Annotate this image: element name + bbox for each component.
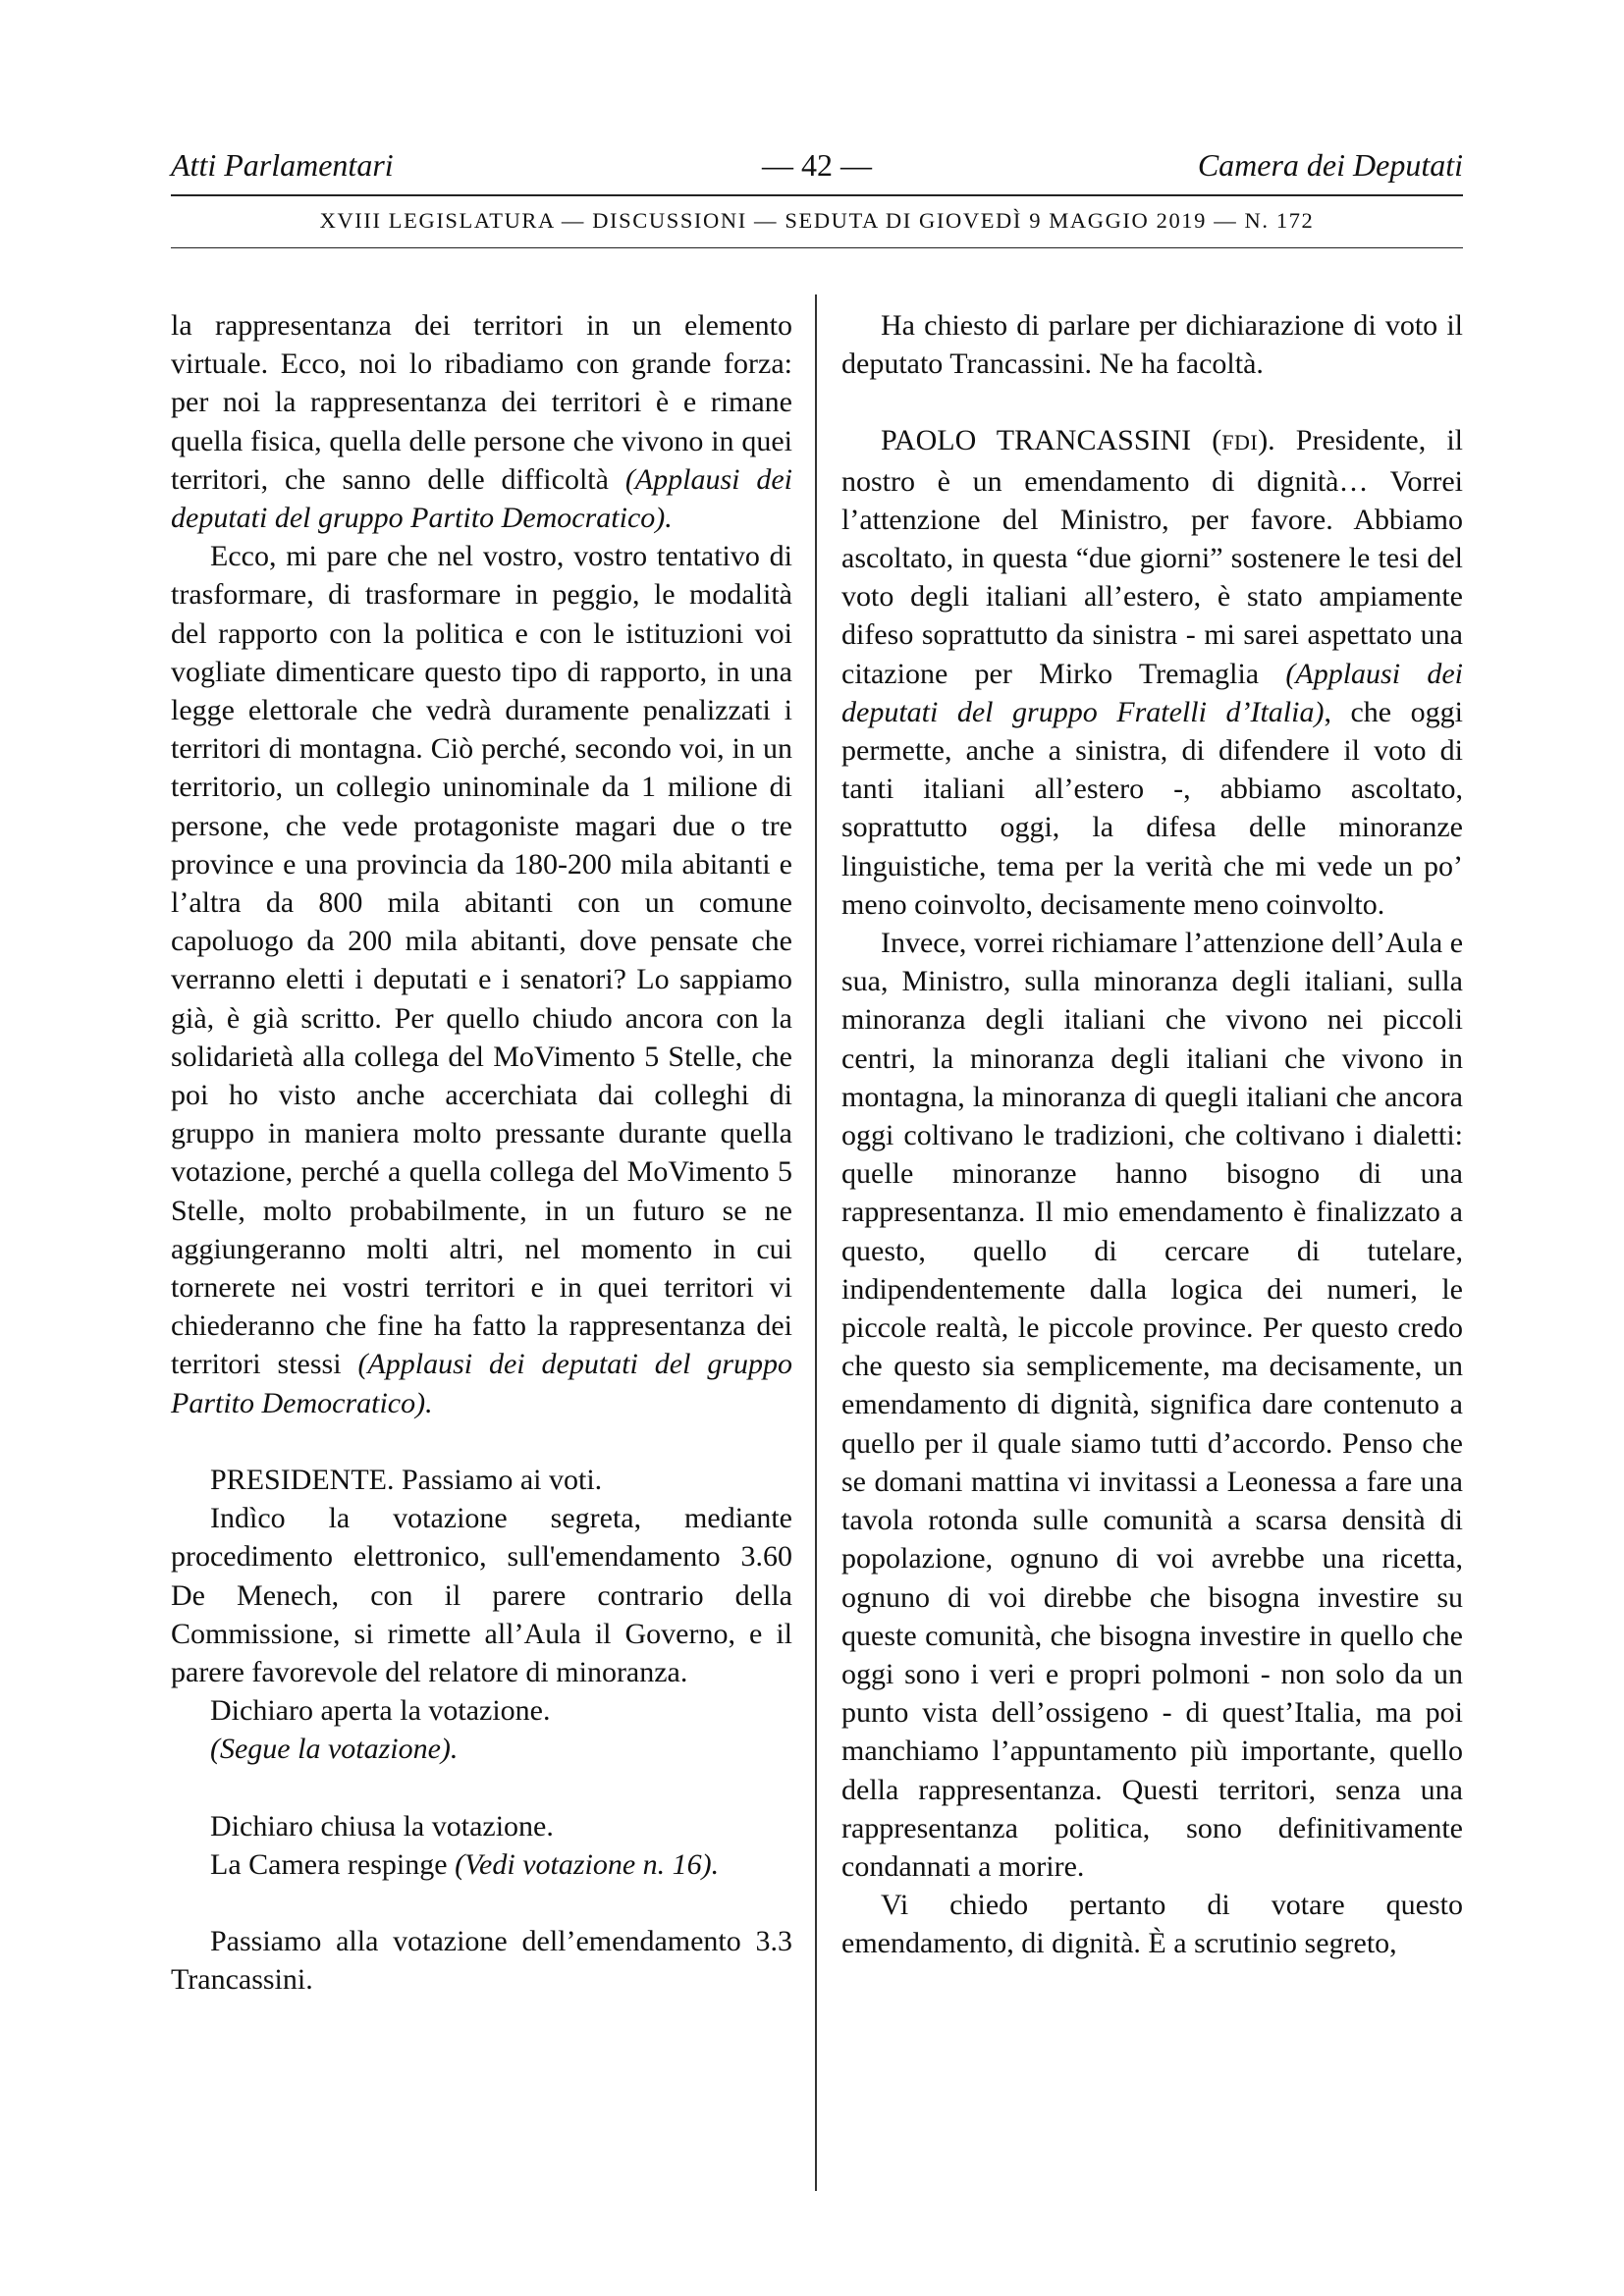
applause-note: (Applausi dei deputati del gruppo Fratelli d’Italia) — [841, 657, 1464, 728]
paragraph — [171, 1730, 792, 1768]
speech-text: , che oggi permette, anche a sinistra, di difendere il voto di tanti italiani all’estero -, abbiamo ascoltato, soprattutto oggi, la difesa delle minoranze linguistiche, tema per la verità che mi vede un po’ meno coinvolto, decisamente meno coinvolto. — [841, 695, 1464, 921]
speech-text: La Camera respinge — [210, 1847, 456, 1881]
session-subheader: XVIII LEGISLATURA — DISCUSSIONI — SEDUTA DI GIOVEDÌ 9 MAGGIO 2019 — N. 172 — [319, 208, 1315, 233]
running-header — [171, 147, 1463, 190]
paragraph: Invece, vorrei richiamare l’attenzione dell’Aula e sua, Ministro, sulla minoranza degli italiani, sulla minoranza degli italiani che vivono nei piccoli centri, la minoranza degli italiani che vivono in montagna, la minoranza di quegli italiani che ancora oggi coltivano le tradizioni, che coltivano i dialetti: quelle minoranze hanno bisogno di una rappresentanza. Il mio emendamento è finalizzato a questo, quello di cercare di tutelare, indipendentemente dalla logica dei numeri, le piccole realtà, le piccole province. Per questo credo che questo sia semplicemente, ma decisamente, un emendamento di dignità, significa dare contenuto a quello per il quale siamo tutti d’accordo. Penso che se domani mattina vi invitassi a Leonessa a fare una tavola rotonda sulle comunità a scarsa densità di popolazione, ognuno di voi avrebbe una ricetta, ognuno di voi direbbe che bisogna investire su queste comunità, che bisogna investire in quello che oggi sono i veri e propri polmoni - non solo da un punto vista dell’ossigeno - di quest’Italia, ma poi manchiamo l’appuntamento più importante, quello della rappresentanza. Questi territori, senza una rappresentanza politica, sono definitivamente condannati a morire. — [841, 927, 1464, 1883]
publication-title: Atti Parlamentari — [171, 147, 394, 183]
speech-text: Ecco, mi pare che nel vostro, vostro tentativo di trasformare, di trasformare in peggio, le modalità del rapporto con la politica e con le istituzioni voi vogliate dimenticare questo tipo di rapporto, in una legge elettorale che vedrà duramente penalizzati i territori di montagna. Ciò perché, secondo voi, in un territorio, un collegio uninominale da 1 milione di persone, che vede protagoniste magari due o tre province e una provincia da 180-200 mila abitanti e l’altra da 800 mila abitanti con un comune capoluogo da 200 mila abitanti, dove pensate che verranno eletti i deputati e i senatori? Lo sappiamo già, è già scritto. Per quello chiudo ancora con la solidarietà alla collega del MoVimento 5 Stelle, che poi ho visto anche accerchiata dai colleghi di gruppo in maniera molto pressante durante quella votazione, perché a quella collega del MoVimento 5 Stelle, molto probabilmente, in un futuro se ne aggiungeranno molti altri, nel momento in cui tornerete nei vostri territori e in quei territori vi chiederanno che fine ha fatto la rappresentanza dei territori stessi — [171, 540, 792, 1381]
paragraph — [171, 537, 792, 1422]
paragraph: Indìco la votazione segreta, mediante procedimento elettronico, sull'emendamento 3.60 De Menech, con il parere contrario della Commissione, si rimette all’Aula il Governo, e il parere favorevole del relatore di minoranza. — [171, 1502, 792, 1688]
paragraph: Dichiaro chiusa la votazione. — [210, 1809, 554, 1842]
paragraph: Vi chiedo pertanto di votare questo emendamento, di dignità. È a scrutinio segreto, — [841, 1889, 1463, 1960]
applause-note: (Applausi dei deputati del gruppo Partito Democratico). — [171, 462, 792, 535]
paragraph: Passiamo alla votazione dell’emendamento 3.3 Trancassini. — [171, 1924, 792, 1997]
applause-note: (Applausi dei deputati del gruppo Partito Democratico). — [171, 1348, 792, 1419]
paragraph: Ha chiesto di parlare per dichiarazione di voto il deputato Trancassini. Ne ha facoltà. — [841, 309, 1463, 381]
paragraph — [171, 1845, 792, 1884]
header-rule-bottom — [171, 247, 1463, 248]
paragraph — [841, 421, 1463, 924]
procedure-note: (Segue la votazione). — [210, 1733, 459, 1766]
party-abbreviation: FDI — [1221, 430, 1259, 455]
right-column — [841, 306, 1463, 1963]
paragraph: Dichiaro aperta la votazione. — [210, 1694, 551, 1728]
speech-text: ). Presidente, il nostro è un emendamento di dignità… Vorrei l’attenzione del Ministro, per favore. Abbiamo ascoltato, in questa “due giorni” sostenere le tesi del voto degli italiani all’estero, è stato ampiamente difeso soprattutto da sinistra - mi sarei aspettato una citazione per Mirko Tremaglia — [841, 424, 1463, 690]
paragraph — [171, 306, 792, 537]
page-number: — 42 — — [762, 147, 872, 183]
speaker-name: PAOLO TRANCASSINI ( — [881, 424, 1222, 457]
vote-reference: (Vedi votazione n. 16). — [455, 1847, 720, 1881]
header-rule-top — [171, 194, 1463, 196]
chamber-name: Camera dei Deputati — [1197, 147, 1463, 183]
paragraph: PRESIDENTE. Passiamo ai voti. — [210, 1463, 603, 1496]
speech-text: la rappresentanza dei territori in un elemento virtuale. Ecco, noi lo ribadiamo con grande forza: per noi la rappresentanza dei territori è e rimane quella fisica, quella delle persone che vivono in quei territori, che sanno delle difficoltà — [171, 309, 792, 496]
left-column — [171, 306, 792, 1999]
column-divider — [815, 294, 817, 2191]
